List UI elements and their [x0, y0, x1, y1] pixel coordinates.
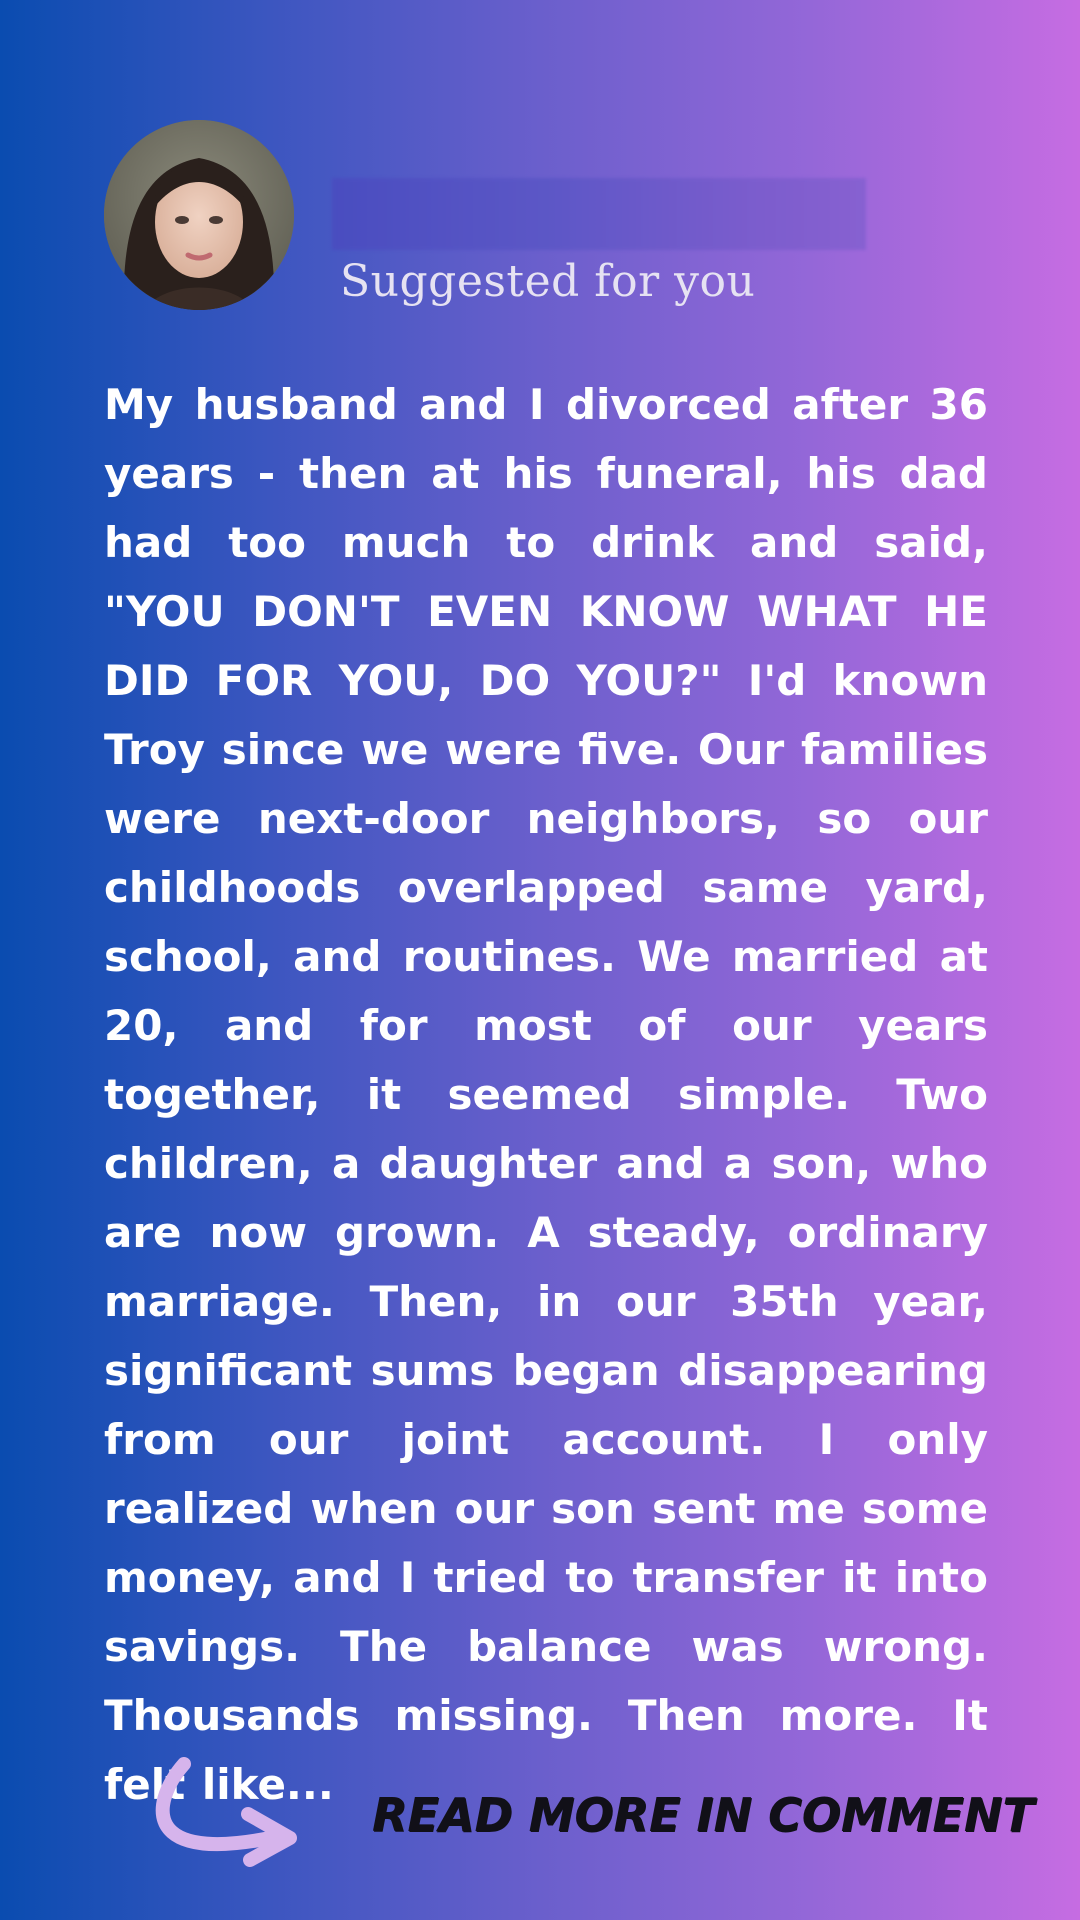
- curved-arrow-icon: [150, 1752, 300, 1872]
- post-header: [104, 120, 984, 310]
- post-story-text: My husband and I divorced after 36 years - then at his funeral, his dad had too much to drink and said, "YOU DON'T EVEN KNOW WHAT HE DID FOR YOU, DO YOU?" I'd known Troy since we were five. Our families were next-door neighbors, so our childhoods overlapped same yard, school, and routines. We married at 20, and for most of our years together, it seemed simple. Two children, a daughter and a son, who are now grown. A steady, ordinary marriage. Then, in our 35th year, significant sums began disappearing from our joint account. I only realized when our son sent me some money, and I tried to transfer it into savings. The balance was wrong. Thousands missing. Then more. It felt like...: [104, 380, 988, 1809]
- read-more-label[interactable]: READ MORE IN COMMENT: [372, 1788, 1034, 1842]
- suggested-label: Suggested for you: [340, 256, 756, 307]
- avatar[interactable]: [104, 120, 294, 310]
- avatar-image: [104, 120, 294, 310]
- author-name-redacted[interactable]: [332, 178, 866, 250]
- read-more-cta[interactable]: [150, 1752, 1034, 1872]
